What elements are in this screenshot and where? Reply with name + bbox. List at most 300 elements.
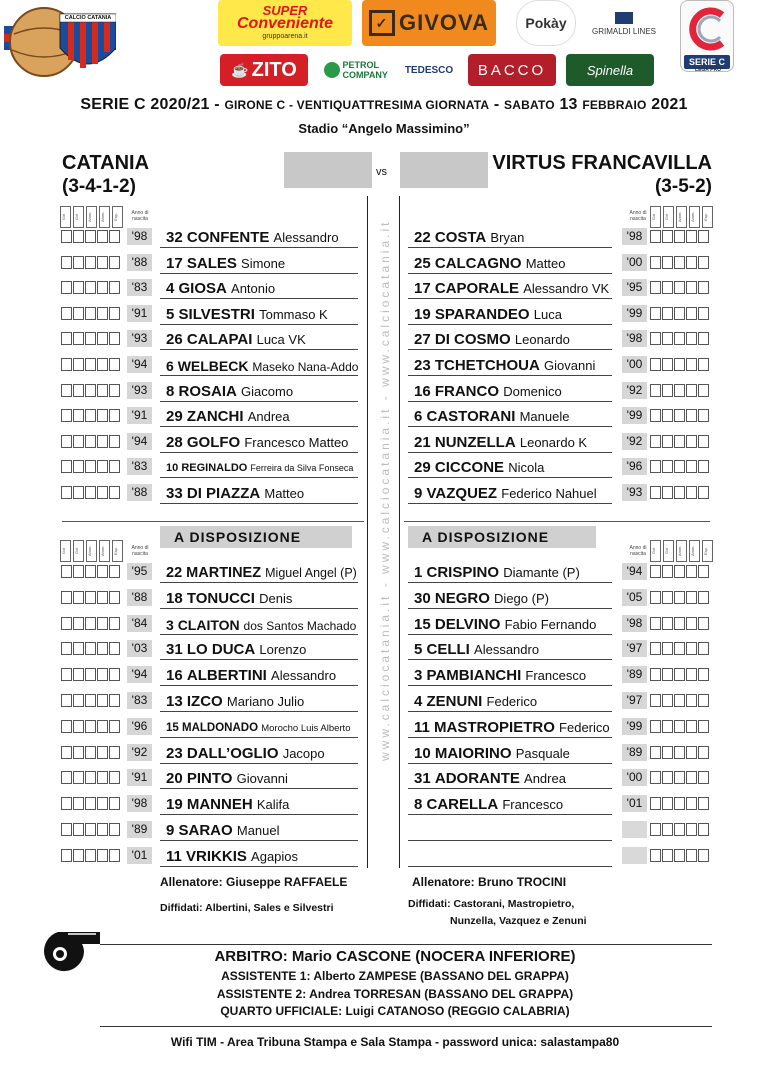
- stat-box: [662, 460, 673, 473]
- player-name: [408, 638, 612, 660]
- player-firstname: Francesco Matteo: [244, 434, 349, 450]
- player-row: [0, 664, 768, 688]
- player-name: [408, 690, 612, 712]
- stat-label: Gol: [60, 206, 71, 228]
- away-anno-label: Anno di nascita: [629, 210, 647, 222]
- stat-boxes: [650, 617, 710, 630]
- player-name: [408, 456, 612, 478]
- player-surname: MANNEH: [186, 796, 253, 814]
- player-row: [0, 431, 768, 455]
- shirt-number: 3: [166, 616, 174, 633]
- stat-box: [674, 797, 685, 810]
- stat-box: [698, 486, 709, 499]
- stat-box: [686, 591, 697, 604]
- stat-box: [698, 746, 709, 759]
- player-firstname: Mariano Julio: [226, 694, 305, 709]
- stat-label: Amm.: [99, 540, 110, 562]
- stat-box: [686, 281, 697, 294]
- shirt-number: 19: [414, 305, 431, 323]
- stat-box: [662, 256, 673, 269]
- shirt-number: 19: [166, 796, 183, 814]
- shirt-number: 31: [166, 641, 183, 659]
- stat-box: [698, 281, 709, 294]
- player-surname: MARTINEZ: [186, 565, 262, 581]
- match-title-day: SABATO: [504, 98, 555, 112]
- stat-box: [650, 797, 661, 810]
- birth-year: '05: [622, 589, 647, 606]
- birth-year: '00: [622, 254, 647, 271]
- shirt-number: 4: [414, 693, 423, 710]
- stat-boxes: [650, 230, 710, 243]
- stat-box: [674, 384, 685, 397]
- stat-box: [698, 823, 709, 836]
- givova-text: GIVOVA: [399, 10, 489, 35]
- assistant-2: ASSISTENTE 2: Andrea TORRESAN (BASSANO DEL GRAPPA): [216, 987, 574, 1001]
- player-firstname: Alessandro VK: [523, 281, 610, 297]
- stat-boxes: [650, 668, 710, 681]
- player-surname: WELBECK: [177, 358, 249, 374]
- home-anno-label: Anno di nascita: [131, 210, 149, 222]
- stat-label: Amm.: [86, 206, 97, 228]
- stat-box: [650, 281, 661, 294]
- birth-year: '95: [127, 563, 152, 580]
- stat-box: [650, 332, 661, 345]
- stat-box: [662, 565, 673, 578]
- stat-label: Amm.: [86, 540, 97, 562]
- player-row: [0, 690, 768, 714]
- serie-c-logo: [680, 0, 734, 72]
- away-diffidati: [408, 896, 587, 930]
- home-team-name: CATANIA: [62, 152, 150, 174]
- pokay-text: Pokày: [525, 15, 567, 31]
- stat-boxes: [650, 797, 710, 810]
- shirt-number: 33: [166, 485, 183, 502]
- player-surname: CONFENTE: [186, 229, 270, 246]
- player-surname: MALDONADO: [182, 721, 259, 734]
- away-diffidati-list-2: Nunzella, Vazquez e Zenuni: [450, 915, 587, 927]
- stat-boxes: [650, 332, 710, 345]
- birth-year: '95: [622, 279, 647, 296]
- stat-box: [674, 565, 685, 578]
- away-section-separator: [404, 521, 710, 522]
- birth-year: '96: [622, 458, 647, 475]
- birth-year: '01: [127, 847, 152, 864]
- bacco-text: BACCO: [477, 61, 547, 79]
- stat-box: [662, 771, 673, 784]
- shirt-number: 30: [414, 589, 431, 607]
- player-surname: GOLFO: [186, 433, 241, 451]
- calciocatania-watermark: www.calciocatania.it - www.calciocatania.it - www.calciocatania.it: [378, 219, 392, 761]
- stat-box: [686, 435, 697, 448]
- stat-box: [662, 358, 673, 371]
- player-row: [0, 638, 768, 662]
- stat-box: [686, 823, 697, 836]
- stat-label: Amm.: [99, 206, 110, 228]
- birth-year: '84: [127, 615, 152, 632]
- birth-year: '98: [622, 330, 647, 347]
- player-firstname: Francesco: [525, 668, 587, 684]
- stat-box: [662, 384, 673, 397]
- player-surname: PINTO: [186, 770, 233, 788]
- shirt-number: 4: [166, 280, 175, 298]
- stat-box: [686, 384, 697, 397]
- stat-boxes: [650, 694, 710, 707]
- player-firstname: Francesco: [502, 797, 564, 813]
- player-firstname: Agapios: [251, 848, 299, 864]
- stat-box: [686, 460, 697, 473]
- player-firstname: Simone: [241, 255, 286, 271]
- shirt-number: 29: [414, 459, 431, 477]
- stat-label: Amm.: [676, 206, 687, 228]
- stat-box: [662, 591, 673, 604]
- shirt-number: 20: [166, 770, 183, 788]
- shirt-number: 16: [414, 382, 431, 400]
- stat-boxes: [650, 384, 710, 397]
- player-name: [408, 328, 612, 350]
- home-coach: [160, 875, 347, 889]
- stat-box: [650, 486, 661, 499]
- stat-box: [698, 435, 709, 448]
- shirt-number: 22: [414, 229, 431, 246]
- away-coach-name: Bruno TROCINI: [478, 875, 567, 889]
- match-title: [0, 96, 768, 114]
- player-firstname: Alessandro: [474, 642, 540, 658]
- birth-year: '94: [127, 666, 152, 683]
- player-firstname: Matteo: [264, 486, 305, 501]
- birth-year: '94: [127, 433, 152, 450]
- birth-year: '91: [127, 407, 152, 424]
- player-firstname: Morocho Luis Alberto: [261, 722, 351, 734]
- player-name: [408, 793, 612, 815]
- birth-year: '89: [622, 666, 647, 683]
- birth-year: '89: [127, 821, 152, 838]
- stat-box: [698, 617, 709, 630]
- stat-box: [674, 256, 685, 269]
- shirt-number: 31: [414, 770, 431, 788]
- player-name: [408, 587, 612, 609]
- pokay-logo: [516, 0, 576, 46]
- stat-box: [698, 230, 709, 243]
- stat-box: [686, 642, 697, 655]
- tedesco-logo: [400, 54, 458, 86]
- match-title-series: SERIE C 2020/21 -: [80, 96, 225, 113]
- birth-year: '96: [127, 718, 152, 735]
- stat-box: [650, 435, 661, 448]
- stat-boxes: [650, 823, 710, 836]
- stat-box: [686, 617, 697, 630]
- stat-box: [674, 617, 685, 630]
- stat-box: [650, 771, 661, 784]
- birth-year: '97: [622, 640, 647, 657]
- player-name: [408, 252, 612, 274]
- shirt-number: 18: [166, 589, 183, 607]
- player-name: [408, 303, 612, 325]
- grimaldi-text: GRIMALDI LINES: [591, 27, 656, 36]
- player-firstname: Miguel Angel (P): [265, 566, 357, 580]
- stat-label: Amm.: [676, 540, 687, 562]
- stat-box: [674, 642, 685, 655]
- stat-label: Gol: [60, 540, 71, 562]
- birth-year: '92: [127, 744, 152, 761]
- stat-box: [698, 642, 709, 655]
- home-bench-title: A DISPOSIZIONE: [160, 526, 352, 548]
- stat-box: [674, 746, 685, 759]
- match-title-month: FEBBRAIO: [582, 98, 647, 112]
- player-surname: CALAPAI: [186, 331, 253, 349]
- super-conveniente-logo: [218, 0, 352, 46]
- stat-box: [686, 565, 697, 578]
- stat-boxes: [650, 435, 710, 448]
- player-name: [408, 767, 612, 789]
- stat-box: [686, 849, 697, 862]
- player-name: [408, 845, 612, 867]
- player-surname: COSTA: [434, 229, 487, 246]
- stat-box: [674, 486, 685, 499]
- player-row: [0, 561, 768, 585]
- birth-year: [622, 821, 647, 838]
- player-name: [408, 742, 612, 764]
- officials-top-rule: [100, 944, 712, 945]
- birth-year: '88: [127, 254, 152, 271]
- stat-box: [686, 720, 697, 733]
- stat-box: [674, 849, 685, 862]
- birth-year: '93: [622, 484, 647, 501]
- shirt-number: 6: [166, 358, 174, 374]
- shirt-number: 25: [414, 254, 431, 272]
- stat-box: [650, 720, 661, 733]
- shirt-number: 23: [166, 744, 183, 762]
- player-row: [0, 716, 768, 740]
- stat-box: [698, 460, 709, 473]
- stadium-name: Stadio “Angelo Massimino”: [298, 121, 470, 136]
- stat-label: Amm.: [689, 540, 700, 562]
- birth-year: '98: [622, 615, 647, 632]
- player-firstname: Diamante (P): [503, 565, 580, 580]
- away-diffidati-list-1: Castorani, Mastropietro,: [453, 898, 575, 910]
- player-surname: GIOSA: [178, 280, 227, 298]
- stat-box: [698, 409, 709, 422]
- stat-box: [662, 642, 673, 655]
- spinella-logo: [566, 54, 654, 86]
- away-bench-title: A DISPOSIZIONE: [408, 526, 596, 548]
- stat-box: [686, 409, 697, 422]
- shirt-number: 11: [414, 718, 430, 736]
- birth-year: '83: [127, 458, 152, 475]
- home-diffidati-list: Albertini, Sales e Silvestri: [205, 902, 334, 914]
- stat-box: [662, 617, 673, 630]
- referee: ARBITRO: Mario CASCONE (NOCERA INFERIORE): [214, 948, 576, 965]
- player-name: [408, 431, 612, 453]
- stat-box: [650, 823, 661, 836]
- player-surname: NEGRO: [434, 589, 490, 607]
- birth-year: '00: [622, 356, 647, 373]
- stat-box: [650, 694, 661, 707]
- petrol-text: PETROL COMPANY: [342, 60, 388, 80]
- player-surname: CELLI: [426, 641, 470, 659]
- stat-box: [686, 797, 697, 810]
- player-row: [0, 328, 768, 352]
- player-surname: CRISPINO: [426, 564, 500, 581]
- player-firstname: Pasquale: [515, 745, 570, 761]
- away-coach: [412, 875, 566, 889]
- player-surname: ZENUNI: [426, 693, 483, 710]
- player-surname: IZCO: [186, 693, 223, 710]
- stat-box: [686, 486, 697, 499]
- stat-box: [686, 694, 697, 707]
- player-firstname: Alessandro: [273, 230, 339, 245]
- stat-box: [650, 642, 661, 655]
- player-name: [408, 380, 612, 402]
- stat-boxes: [650, 771, 710, 784]
- stat-box: [698, 694, 709, 707]
- zito-cafe-logo: [220, 54, 308, 86]
- birth-year: '98: [127, 795, 152, 812]
- shirt-number: 29: [166, 408, 183, 426]
- stat-box: [698, 771, 709, 784]
- player-firstname: Luca: [533, 306, 562, 322]
- player-name: [408, 277, 612, 299]
- player-surname: SARAO: [178, 822, 233, 839]
- stat-box: [674, 409, 685, 422]
- player-firstname: Leonardo K: [519, 434, 588, 450]
- player-firstname: Federico Nahuel: [501, 486, 597, 501]
- stat-box: [662, 281, 673, 294]
- player-firstname: Fabio Fernando: [504, 616, 597, 632]
- player-firstname: Kalifa: [256, 797, 290, 813]
- wifi-info: Wifi TIM - Area Tribuna Stampa e Sala Stampa - password unica: salastampa80: [170, 1035, 620, 1049]
- player-surname: VAZQUEZ: [426, 485, 498, 502]
- birth-year: '91: [127, 769, 152, 786]
- away-starters-stat-header: [650, 206, 715, 228]
- home-bench-anno-label: Anno di nascita: [131, 545, 149, 557]
- stat-box: [662, 307, 673, 320]
- shirt-number: 15: [414, 615, 431, 633]
- player-surname: ZANCHI: [186, 408, 244, 426]
- birth-year: '92: [622, 382, 647, 399]
- stat-box: [662, 332, 673, 345]
- stat-boxes: [650, 358, 710, 371]
- stat-box: [650, 849, 661, 862]
- player-surname: DI PIAZZA: [186, 485, 261, 502]
- stat-box: [674, 720, 685, 733]
- stat-box: [674, 668, 685, 681]
- stat-box: [674, 591, 685, 604]
- player-firstname: Giacomo: [241, 383, 294, 399]
- player-row: [0, 613, 768, 637]
- stat-box: [674, 307, 685, 320]
- stat-box: [662, 230, 673, 243]
- stat-box: [650, 565, 661, 578]
- player-row: [0, 819, 768, 843]
- match-title-sep: -: [489, 96, 505, 113]
- stat-box: [674, 823, 685, 836]
- stat-box: [698, 256, 709, 269]
- givova-check-icon: ✓: [369, 10, 395, 36]
- whistle-icon: [38, 926, 102, 972]
- home-section-separator: [62, 521, 364, 522]
- stat-label: Gol: [650, 206, 661, 228]
- birth-year: '98: [622, 228, 647, 245]
- player-row: [0, 767, 768, 791]
- stat-label: Esp.: [702, 540, 713, 562]
- home-coach-name: Giuseppe RAFFAELE: [226, 875, 348, 889]
- shirt-number: 3: [414, 667, 423, 685]
- stat-boxes: [650, 460, 710, 473]
- shirt-number: 22: [166, 565, 183, 581]
- stat-box: [674, 771, 685, 784]
- stat-box: [650, 409, 661, 422]
- stat-boxes: [650, 642, 710, 655]
- player-surname: REGINALDO: [181, 462, 248, 475]
- birth-year: '99: [622, 718, 647, 735]
- player-row: [0, 742, 768, 766]
- birth-year: '99: [622, 407, 647, 424]
- player-surname: VRIKKIS: [186, 847, 247, 865]
- stat-box: [662, 694, 673, 707]
- stat-label: Gol: [73, 540, 84, 562]
- player-firstname: Denis: [259, 590, 293, 606]
- stat-box: [698, 332, 709, 345]
- player-firstname: Giovanni: [544, 358, 596, 373]
- stat-boxes: [650, 486, 710, 499]
- player-firstname: Matteo: [525, 255, 566, 271]
- gruppoarena-text: gruppoarena.it: [262, 32, 308, 40]
- player-surname: TONUCCI: [186, 589, 255, 607]
- away-diffidati-label: Diffidati:: [408, 898, 451, 910]
- stat-box: [662, 409, 673, 422]
- away-score-box: [400, 152, 488, 188]
- player-firstname: Luca VK: [256, 332, 306, 348]
- grimaldi-lines-logo: [584, 6, 664, 42]
- player-row: [0, 380, 768, 404]
- player-firstname: Ferreira da Silva Fonseca: [250, 463, 354, 474]
- player-firstname: Andrea: [524, 771, 566, 787]
- away-bench-anno-label: Anno di nascita: [629, 545, 647, 557]
- player-firstname: Federico: [486, 694, 538, 709]
- petrol-company-logo: [318, 54, 394, 86]
- player-firstname: Manuele: [519, 409, 570, 425]
- stat-box: [674, 694, 685, 707]
- home-coach-label: Allenatore:: [160, 875, 223, 889]
- stat-label: Esp.: [702, 206, 713, 228]
- player-firstname: Tommaso K: [259, 306, 328, 322]
- player-firstname: Domenico: [503, 383, 562, 399]
- player-row: [0, 405, 768, 429]
- birth-year: '88: [127, 484, 152, 501]
- shirt-number: 8: [166, 382, 175, 400]
- assistant-1: ASSISTENTE 1: Alberto ZAMPESE (BASSANO DEL GRAPPA): [221, 969, 569, 983]
- stat-box: [650, 358, 661, 371]
- birth-year: '93: [127, 382, 152, 399]
- birth-year: '97: [622, 692, 647, 709]
- stat-boxes: [650, 849, 710, 862]
- home-diffidati-label: Diffidati:: [160, 902, 203, 914]
- player-name: [408, 405, 612, 427]
- stat-box: [698, 358, 709, 371]
- birth-year: [622, 847, 647, 864]
- super-text: SUPER: [262, 2, 308, 18]
- player-row: [0, 845, 768, 869]
- home-team-formation: (3-4-1-2): [62, 176, 136, 197]
- shirt-number: 17: [414, 280, 431, 298]
- player-name: [408, 226, 612, 248]
- lega-pro-text: LEGA PRO: [695, 67, 721, 73]
- player-firstname: Federico: [559, 719, 610, 735]
- stat-label: Gol: [650, 540, 661, 562]
- stat-label: Gol: [663, 206, 674, 228]
- player-name: [408, 613, 612, 635]
- shirt-number: 13: [166, 693, 183, 710]
